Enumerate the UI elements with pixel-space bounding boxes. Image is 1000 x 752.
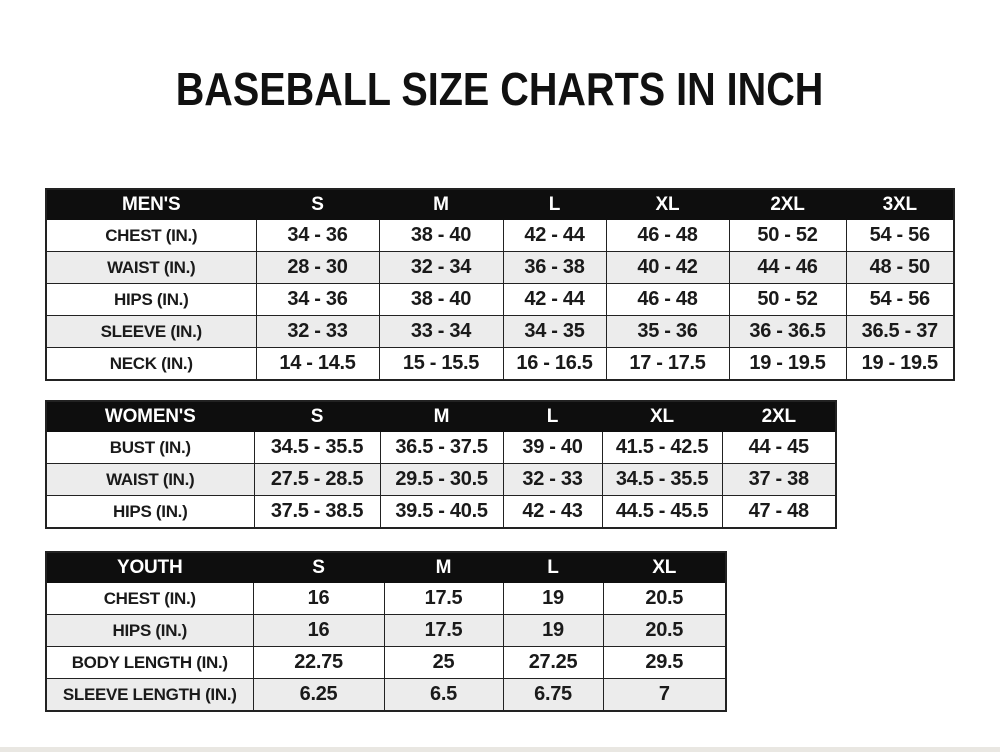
size-value: 34.5 - 35.5 xyxy=(602,464,722,496)
table-title-header: YOUTH xyxy=(46,552,253,583)
size-value: 29.5 xyxy=(603,647,726,679)
size-value: 46 - 48 xyxy=(606,220,729,252)
table-row xyxy=(46,464,836,496)
table-row xyxy=(46,583,726,615)
size-value: 19 - 19.5 xyxy=(729,348,846,381)
size-value: 16 xyxy=(253,583,384,615)
size-value: 32 - 34 xyxy=(379,252,503,284)
size-value: 44 - 45 xyxy=(722,432,836,464)
size-value: 19 - 19.5 xyxy=(846,348,954,381)
row-label: BODY LENGTH (IN.) xyxy=(46,647,253,679)
size-value: 46 - 48 xyxy=(606,284,729,316)
size-value: 38 - 40 xyxy=(379,284,503,316)
header-row xyxy=(46,189,954,220)
page-title xyxy=(0,63,1000,115)
size-value: 28 - 30 xyxy=(256,252,379,284)
size-value: 27.25 xyxy=(503,647,603,679)
column-header: M xyxy=(384,552,503,583)
table-title-header: MEN'S xyxy=(46,189,256,220)
size-value: 36.5 - 37 xyxy=(846,316,954,348)
size-value: 37.5 - 38.5 xyxy=(254,496,380,529)
size-value: 48 - 50 xyxy=(846,252,954,284)
size-value: 36 - 36.5 xyxy=(729,316,846,348)
header-row xyxy=(46,552,726,583)
column-header: S xyxy=(254,401,380,432)
size-value: 42 - 44 xyxy=(503,220,606,252)
mens-size-table xyxy=(45,188,955,381)
size-value: 44 - 46 xyxy=(729,252,846,284)
header-row xyxy=(46,401,836,432)
column-header: L xyxy=(503,189,606,220)
size-value: 37 - 38 xyxy=(722,464,836,496)
page-title-text: BASEBALL SIZE CHARTS IN INCH xyxy=(176,63,824,115)
table-row xyxy=(46,647,726,679)
table-row xyxy=(46,348,954,381)
size-value: 19 xyxy=(503,615,603,647)
size-value: 50 - 52 xyxy=(729,284,846,316)
column-header: 2XL xyxy=(729,189,846,220)
row-label: HIPS (IN.) xyxy=(46,496,254,529)
size-value: 17.5 xyxy=(384,615,503,647)
table-row xyxy=(46,252,954,284)
size-value: 20.5 xyxy=(603,583,726,615)
row-label: BUST (IN.) xyxy=(46,432,254,464)
size-value: 7 xyxy=(603,679,726,712)
table-row xyxy=(46,432,836,464)
table-row xyxy=(46,316,954,348)
youth-size-table xyxy=(45,551,727,712)
size-value: 36.5 - 37.5 xyxy=(380,432,503,464)
womens-size-table xyxy=(45,400,837,529)
size-value: 19 xyxy=(503,583,603,615)
size-value: 41.5 - 42.5 xyxy=(602,432,722,464)
table-row xyxy=(46,615,726,647)
size-value: 17 - 17.5 xyxy=(606,348,729,381)
column-header: 3XL xyxy=(846,189,954,220)
size-value: 34 - 36 xyxy=(256,220,379,252)
size-value: 34 - 36 xyxy=(256,284,379,316)
size-value: 33 - 34 xyxy=(379,316,503,348)
size-value: 42 - 43 xyxy=(503,496,602,529)
row-label: HIPS (IN.) xyxy=(46,615,253,647)
size-value: 20.5 xyxy=(603,615,726,647)
size-value: 50 - 52 xyxy=(729,220,846,252)
column-header: XL xyxy=(602,401,722,432)
page-bottom-edge xyxy=(0,747,1000,752)
row-label: CHEST (IN.) xyxy=(46,583,253,615)
size-value: 54 - 56 xyxy=(846,220,954,252)
row-label: NECK (IN.) xyxy=(46,348,256,381)
table-row xyxy=(46,284,954,316)
row-label: SLEEVE (IN.) xyxy=(46,316,256,348)
size-value: 39 - 40 xyxy=(503,432,602,464)
size-value: 44.5 - 45.5 xyxy=(602,496,722,529)
column-header: S xyxy=(256,189,379,220)
size-value: 6.25 xyxy=(253,679,384,712)
column-header: XL xyxy=(603,552,726,583)
size-value: 32 - 33 xyxy=(256,316,379,348)
table-row xyxy=(46,679,726,712)
size-value: 39.5 - 40.5 xyxy=(380,496,503,529)
row-label: SLEEVE LENGTH (IN.) xyxy=(46,679,253,712)
size-value: 6.5 xyxy=(384,679,503,712)
table-row xyxy=(46,220,954,252)
column-header: S xyxy=(253,552,384,583)
row-label: WAIST (IN.) xyxy=(46,252,256,284)
size-value: 16 - 16.5 xyxy=(503,348,606,381)
size-value: 25 xyxy=(384,647,503,679)
size-value: 16 xyxy=(253,615,384,647)
column-header: L xyxy=(503,552,603,583)
size-value: 6.75 xyxy=(503,679,603,712)
column-header: 2XL xyxy=(722,401,836,432)
size-value: 40 - 42 xyxy=(606,252,729,284)
column-header: XL xyxy=(606,189,729,220)
column-header: L xyxy=(503,401,602,432)
size-value: 34 - 35 xyxy=(503,316,606,348)
size-value: 38 - 40 xyxy=(379,220,503,252)
column-header: M xyxy=(380,401,503,432)
size-value: 27.5 - 28.5 xyxy=(254,464,380,496)
row-label: HIPS (IN.) xyxy=(46,284,256,316)
size-value: 32 - 33 xyxy=(503,464,602,496)
size-value: 54 - 56 xyxy=(846,284,954,316)
size-value: 34.5 - 35.5 xyxy=(254,432,380,464)
table-row xyxy=(46,496,836,529)
size-value: 36 - 38 xyxy=(503,252,606,284)
column-header: M xyxy=(379,189,503,220)
size-value: 42 - 44 xyxy=(503,284,606,316)
size-value: 17.5 xyxy=(384,583,503,615)
size-value: 29.5 - 30.5 xyxy=(380,464,503,496)
table-title-header: WOMEN'S xyxy=(46,401,254,432)
size-value: 35 - 36 xyxy=(606,316,729,348)
row-label: CHEST (IN.) xyxy=(46,220,256,252)
size-value: 14 - 14.5 xyxy=(256,348,379,381)
size-value: 22.75 xyxy=(253,647,384,679)
row-label: WAIST (IN.) xyxy=(46,464,254,496)
size-value: 47 - 48 xyxy=(722,496,836,529)
size-value: 15 - 15.5 xyxy=(379,348,503,381)
